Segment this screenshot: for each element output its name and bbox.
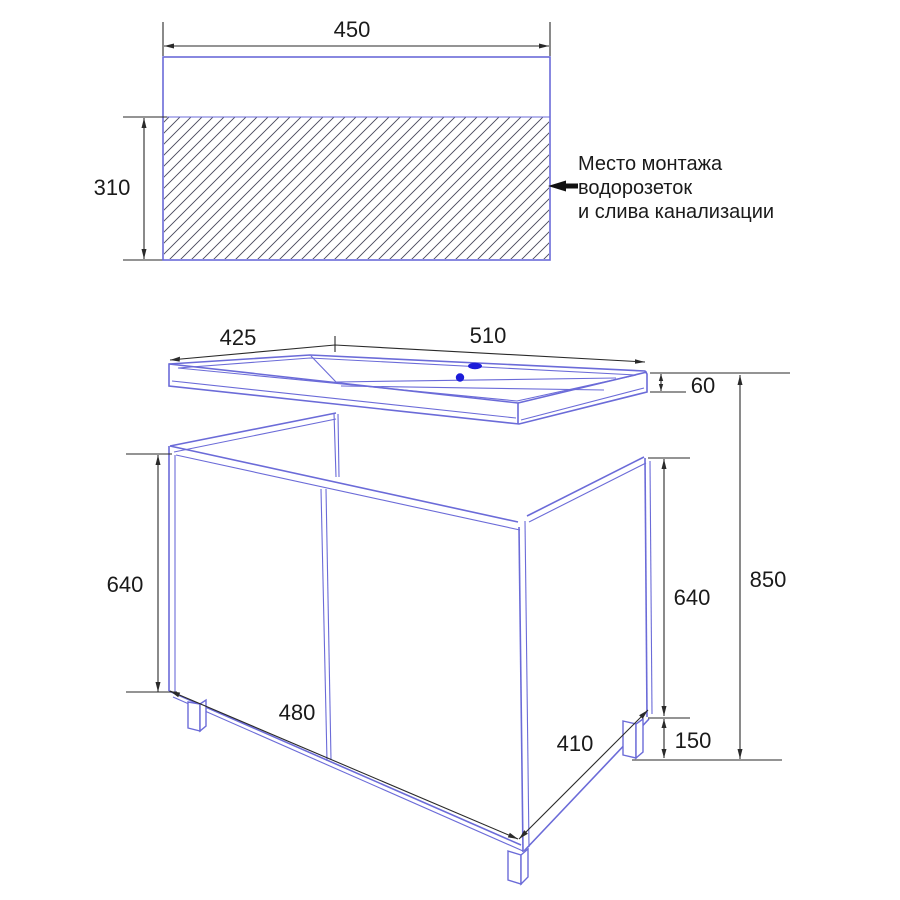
right-panel-top-edge-outer <box>527 457 644 516</box>
front-top-edge-inner <box>176 455 520 530</box>
dim-480-label: 480 <box>278 700 316 725</box>
arrowhead-up <box>662 719 667 728</box>
callout-text-line3: и слива канализации <box>578 201 775 223</box>
arrowhead-up <box>659 374 663 381</box>
right-panel-top-edge-inner <box>529 463 646 522</box>
dim-410-label: 410 <box>556 731 594 756</box>
left-panel-top-edge-outer <box>170 413 336 446</box>
rear-left-edge-outer <box>334 413 336 477</box>
front-right-edge-outer <box>519 527 523 852</box>
arrowhead-up <box>156 455 161 465</box>
door-gap-line-right <box>326 489 331 760</box>
front-right-edge-inner <box>525 521 529 847</box>
rear-right-edge-inner <box>650 461 652 714</box>
dim-60-label: 60 <box>690 373 716 398</box>
callout-text-line2: водорозеток <box>578 177 693 199</box>
arrowhead-up <box>738 375 743 385</box>
callout-text-line1: Место монтажа <box>578 153 723 175</box>
cabinet-drawing <box>169 413 652 884</box>
arrowhead-down <box>659 384 663 391</box>
arrowhead-down <box>738 749 743 759</box>
arrowhead-left <box>164 44 174 49</box>
arrowhead-down <box>662 749 667 758</box>
faucet-hole-dot <box>456 373 464 381</box>
arrowhead-down <box>156 682 161 692</box>
dim-410 <box>519 710 648 839</box>
front-top-edge-outer <box>170 446 518 522</box>
arrowhead-right <box>539 44 549 49</box>
arrowhead-down <box>142 249 147 259</box>
dim-640-right-label: 640 <box>673 585 711 610</box>
arrowhead-left <box>170 357 180 362</box>
dim-60 <box>650 373 790 392</box>
dim-150 <box>662 719 667 758</box>
front-bottom-edge-inner <box>173 697 523 851</box>
arrowhead-left <box>170 691 180 697</box>
dim-850 <box>738 375 743 759</box>
arrowhead-up <box>142 118 147 128</box>
wall-cutout-drawing <box>94 17 774 260</box>
left-panel-top-edge-inner <box>174 419 336 452</box>
dim-640-left-label: 640 <box>106 572 144 597</box>
dim-850-label: 850 <box>749 567 787 592</box>
arrowhead-down <box>662 706 667 716</box>
rear-right-edge-outer <box>645 458 647 717</box>
sink-drawing <box>169 323 790 424</box>
door-gap-line-left <box>321 489 327 761</box>
rear-left-edge-inner <box>338 414 339 477</box>
arrowhead-right <box>508 833 518 839</box>
callout-left-arrow-icon <box>548 181 578 192</box>
dim-150-label: 150 <box>674 728 712 753</box>
cabinet-leg-front-right <box>508 849 528 884</box>
dim-310-label: 310 <box>93 175 131 200</box>
mounting-zone-hatch <box>164 117 549 259</box>
front-bottom-edge-outer <box>169 691 521 845</box>
arrowhead-up <box>662 459 667 469</box>
dim-425-label: 425 <box>219 325 257 350</box>
dim-510-label: 510 <box>469 323 507 348</box>
dim-480 <box>170 691 518 839</box>
overflow-hole-dot <box>468 363 482 369</box>
dim-450-label: 450 <box>333 17 371 42</box>
